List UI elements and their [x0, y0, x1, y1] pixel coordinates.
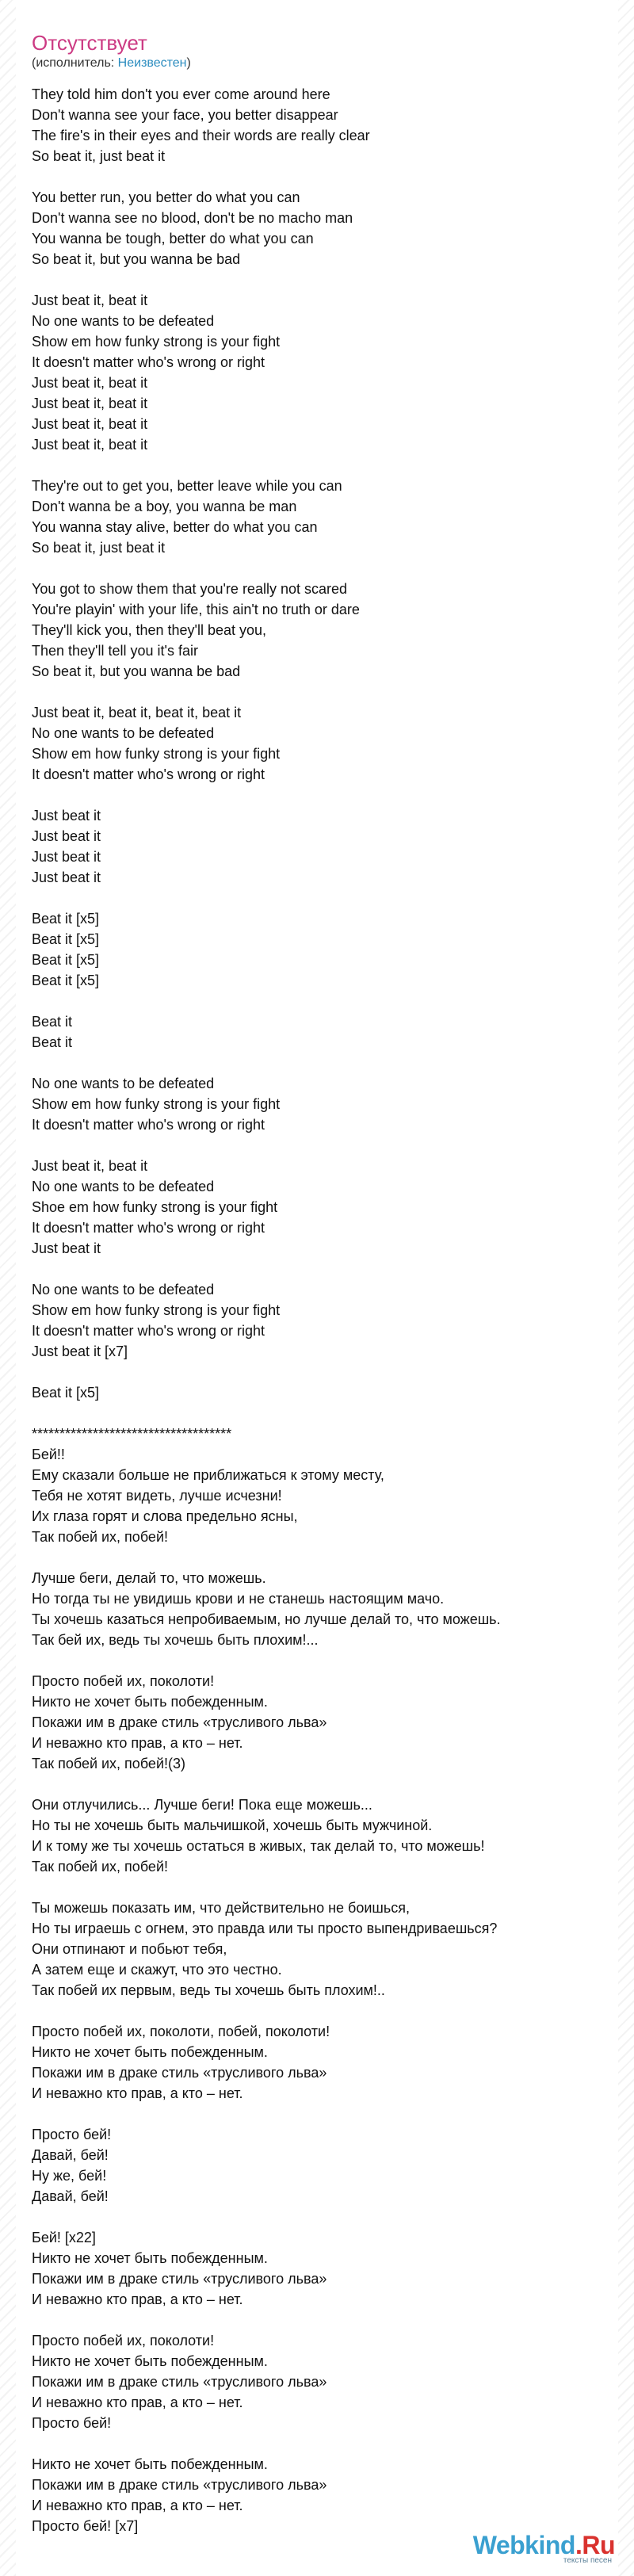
logo-tagline: тексты песен	[563, 2556, 612, 2565]
lyrics-text: They told him don't you ever come around here Don't wanna see your face, you better disappear The fire's in their eyes and their words are really clear So beat it, just beat it You better run, you better do what you can Don't wanna see no blood, don't be no macho man You wanna be tough, better do what you can So beat it, but you wanna be bad Just beat it, beat it No one wants to be defeated Show em how funky strong is your fight It doesn't matter who's wrong or right Just beat it, beat it Just beat it, beat it Just beat it, beat it Just beat it, beat it They're out to get you, better leave while you can Don't wanna be a boy, you wanna be man You wanna stay alive, better do what you can So beat it, just beat it You got to show them that you're really not scared You're playin' with your life, this ain't no truth or dare They'll kick you, then they'll beat you, Then they'll tell you it's fair So beat it, but you wanna be bad Just beat it, beat it, beat it, beat it No one wants to be defeated Show em how funky strong is your fight It doesn't matter who's wrong or right Just beat it Just beat it Just beat it Just beat it Beat it [x5] Beat it [x5] Beat it [x5] Beat it [x5] Beat it Beat it No one wants to be defeated Show em how funky strong is your fight It doesn't matter who's wrong or right Just beat it, beat it No one wants to be defeated Shoe em how funky strong is your fight It doesn't matter who's wrong or right Just beat it No one wants to be defeated Show em how funky strong is your fight It doesn't matter who's wrong or right Just beat it [x7] Beat it [x5] ************************************ Бей!! Ему сказали больше не приближаться к этому месту, Тебя не хотят видеть, лучше исчезни! Их глаза горят и слова предельно ясны, Так побей их, побей! Лучше беги, делай то, что можешь. Но тогда ты не увидишь крови и не станешь настоящим мачо. Ты хочешь казаться непробиваемым, но лучше делай то, что можешь. Так бей их, ведь ты хочешь быть плохим!... Просто побей их, поколоти! Никто не хочет быть побежденным. Покажи им в драке стиль «трусливого льва» И неважно кто прав, а кто – нет. Так побей их, побей!(3) Они отлучились... Лучше беги! Пока еще можешь... Но ты не хочешь быть мальчишкой, хочешь быть мужчиной. И к тому же ты хочешь остаться в живых, так делай то, что можешь! Так побей их, побей! Ты можешь показать им, что действительно не боишься, Но ты играешь с огнем, это правда или ты просто выпендриваешься? Они отпинают и побьют тебя, А затем еще и скажут, что это честно. Так побей их первым, ведь ты хочешь быть плохим!.. Просто побей их, поколоти, побей, поколоти! Никто не хочет быть побежденным. Покажи им в драке стиль «трусливого льва» И неважно кто прав, а кто – нет. Просто бей! Давай, бей! Ну же, бей! Давай, бей! Бей! [x22] Никто не хочет быть побежденным. Покажи им в драке стиль «трусливого льва» И неважно кто прав, а кто – нет. Просто побей их, поколоти! Никто не хочет быть побежденным. Покажи им в драке стиль «трусливого льва» И неважно кто прав, а кто – нет. Просто бей! Никто не хочет быть побежденным. Покажи им в драке стиль «трусливого льва» И неважно кто прав, а кто – нет. Просто бей! [x7]	[32, 86, 501, 2534]
logo-tld-text: .Ru	[575, 2531, 615, 2559]
artist-link[interactable]: Неизвестен	[117, 56, 187, 70]
logo-main-text: Webkind	[472, 2531, 575, 2559]
song-title: Отсутствует	[32, 31, 147, 55]
logo-wordmark	[473, 2532, 615, 2559]
site-logo[interactable]	[464, 2532, 615, 2565]
artist-line	[32, 55, 191, 71]
artist-suffix: )	[186, 56, 191, 70]
artist-prefix: (исполнитель:	[32, 56, 118, 70]
